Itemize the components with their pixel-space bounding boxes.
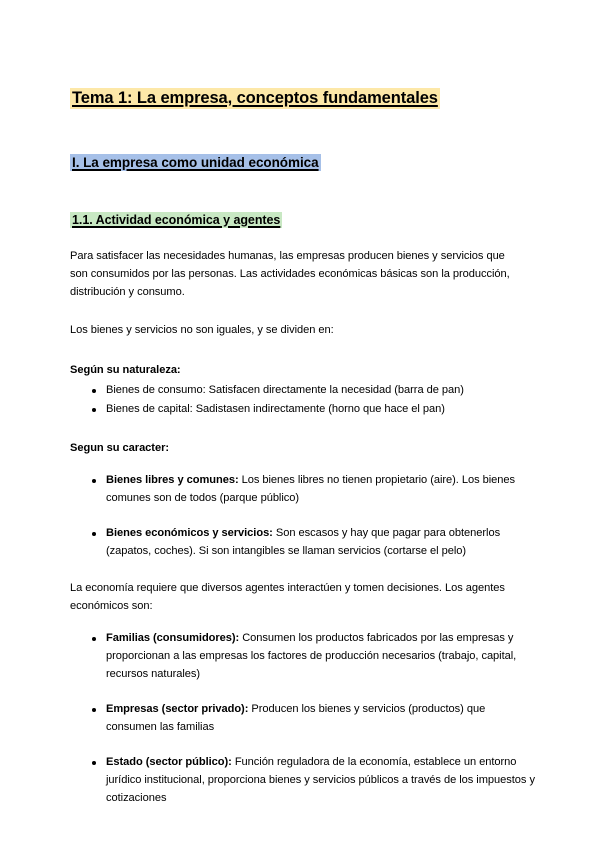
list-item [70,401,538,419]
section-heading-highlight: I. La empresa como unidad económica [72,155,319,171]
list-item [70,701,538,737]
list-item-text: Son escasos y hay que pagar para obtenerlos (zapatos, coches). Si son intangibles se llaman servicios (cortarse el pelo) [106,527,501,558]
list-item-lead: Bienes libres y comunes: [106,474,239,487]
list-item-lead: Bienes económicos y servicios: [106,527,273,540]
list-naturaleza [70,382,538,419]
document-title-highlight: Tema 1: La empresa, conceptos fundamentales [72,89,438,107]
list-item-text: Los bienes libres no tienen propietario (aire). Los bienes comunes son de todos (parque público) [106,474,516,505]
document-title [70,88,538,109]
subsection-heading [70,212,538,228]
paragraph-agents-intro: La economía requiere que diversos agentes interactúen y tomen decisiones. Los agentes económicos son: [70,582,505,613]
list-item [70,472,538,508]
paragraph-divide: Los bienes y servicios no son iguales, y se dividen en: [70,323,334,336]
list-item-text: Función reguladora de la economía, establece un entorno jurídico institucional, proporciona bienes y servicios públicos a través de los impuestos y cotizaciones [106,755,535,804]
list-item-text: Bienes de consumo: Satisfacen directamente la necesidad (barra de pan) [106,383,464,396]
list-item [70,754,538,808]
list-agentes [70,630,538,808]
list-caracter [70,472,538,561]
list-item-lead: Empresas (sector privado): [106,702,249,715]
section-heading [70,154,538,172]
list-item [70,382,538,400]
label-segun-naturaleza: Según su naturaleza: [70,363,181,376]
paragraph-intro: Para satisfacer las necesidades humanas, las empresas producen bienes y servicios que son consumidos por las personas. Las actividades económicas básicas son la producción, distribución y consumo. [70,249,510,298]
list-item [70,630,538,684]
list-item-text: Bienes de capital: Sadistasen indirectamente (horno que hace el pan) [106,402,445,415]
list-item-text: Producen los bienes y servicios (productos) que consumen las familias [106,702,486,733]
list-item-text: Consumen los productos fabricados por las empresas y proporcionan a las empresas los factores de producción necesarios (trabajo, capital, recursos naturales) [106,632,517,680]
list-item [70,525,538,561]
label-segun-caracter: Segun su caracter: [70,442,169,455]
subsection-heading-highlight: 1.1. Actividad económica y agentes [72,212,281,227]
list-item-lead: Estado (sector público): [106,755,232,768]
list-item-lead: Familias (consumidores): [106,632,240,645]
